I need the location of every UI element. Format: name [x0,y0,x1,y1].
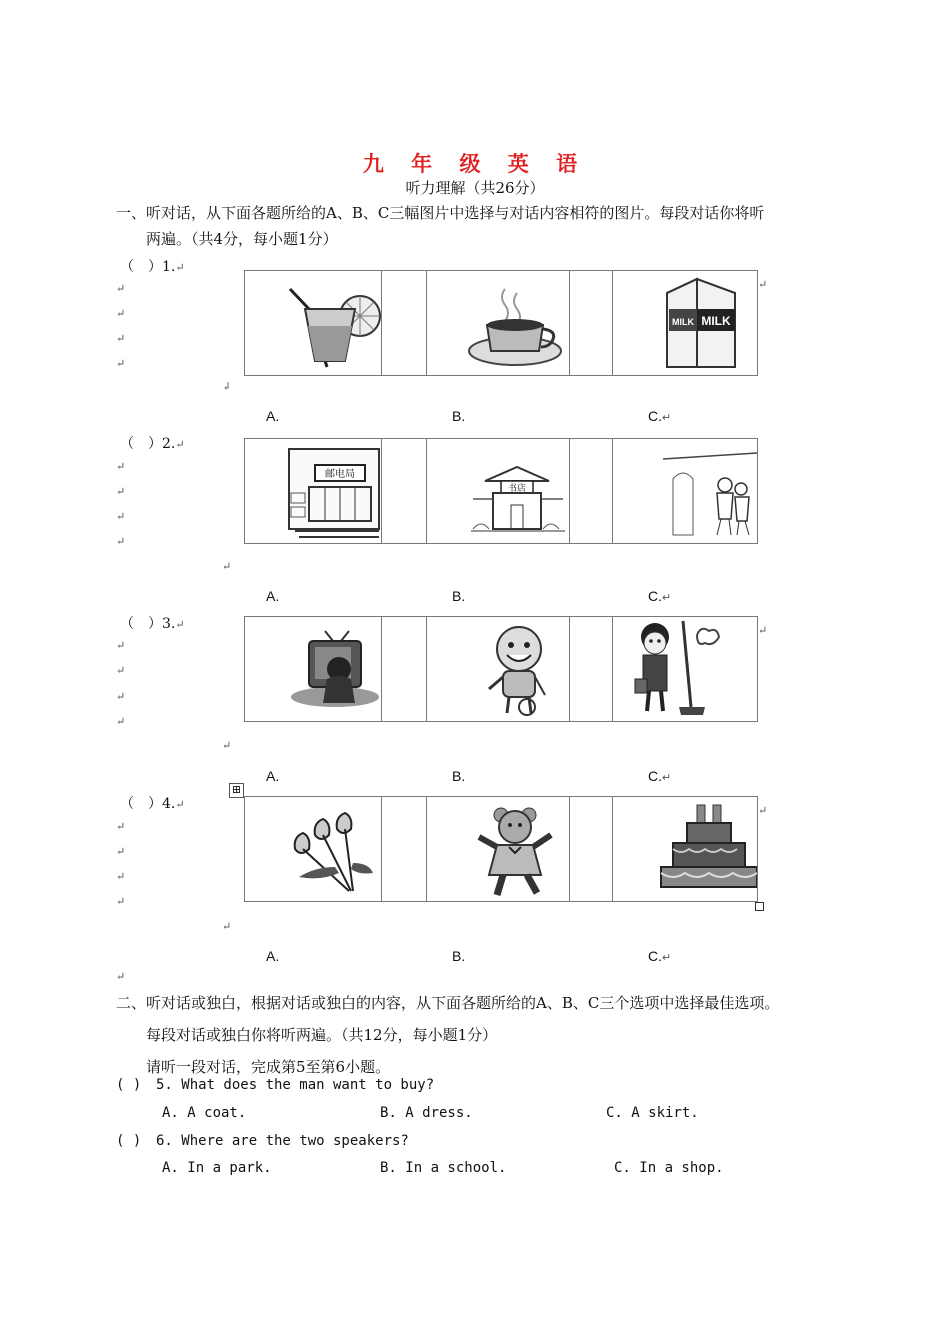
question-6-bracket[interactable]: ( ) [116,1133,142,1149]
return-mark: ↵ [116,664,126,677]
option-label-a: A. [266,408,280,424]
post-office-icon [245,439,381,543]
question-2-label: （ ）2.↵ [120,436,185,452]
table-gap [382,617,427,721]
part1-instruction-line2: 两遍。（共4分，每小题1分） [146,230,338,248]
option-label-c: C.↵ [648,408,672,424]
part1-instruction-line1: 一、听对话，从下面各题所给的A、B、C三幅图片中选择与对话内容相符的图片。每段对话你将听 [116,204,765,222]
picture-option-b[interactable] [427,271,570,375]
return-mark: ↵ [116,970,126,983]
option-label-b: B. [452,768,466,784]
return-mark: ↵ [116,282,126,295]
question-6-option-b[interactable]: B. In a school. [380,1160,507,1176]
return-mark: ↵ [116,510,126,523]
birthday-cake-icon [613,797,757,901]
return-mark: ↵ [116,332,126,345]
return-mark: ↵ [116,307,126,320]
return-mark: ↵ [222,560,232,573]
milk-carton-icon [613,271,757,375]
option-label-a: A. [266,768,280,784]
return-mark: ↵ [222,920,232,933]
juice-glass-icon [245,271,381,375]
option-label-b: B. [452,588,466,604]
table-gap [382,797,427,901]
flowers-icon [245,797,381,901]
option-label-c: C.↵ [648,588,672,604]
watching-tv-icon [245,617,381,721]
question-6-text: 6. Where are the two speakers? [156,1133,409,1149]
question-5-option-b[interactable]: B. A dress. [380,1105,473,1121]
svg-text:MILK: MILK [672,317,694,327]
page-title: 九 年 级 英 语 [362,151,588,176]
svg-text:MILK: MILK [701,314,731,328]
return-mark: ↵ [116,895,126,908]
part2-instruction-line2: 每段对话或独白你将听两遍。（共12分，每小题1分） [146,1026,498,1044]
picture-option-c[interactable] [613,271,757,375]
option-label-c: C.↵ [648,768,672,784]
table-gap [570,271,613,375]
part2-intro: 请听一段对话，完成第5至第6小题。 [146,1058,391,1076]
question-6-option-c[interactable]: C. In a shop. [614,1160,724,1176]
picture-option-a[interactable] [245,617,382,721]
return-mark: ↵ [116,845,126,858]
picture-table-q2 [244,438,758,544]
return-mark: ↵ [116,535,126,548]
playing-badminton-icon [427,617,569,721]
picture-table-q4 [244,796,758,902]
option-label-b: B. [452,408,466,424]
teddy-bear-icon [427,797,569,901]
return-mark: ↵ [116,690,126,703]
option-label-a: A. [266,588,280,604]
coffee-cup-icon [427,271,569,375]
svg-text:邮电局: 邮电局 [325,469,355,480]
table-gap [382,271,427,375]
return-mark: ↵ [758,804,768,817]
question-1-label: （ ）1.↵ [120,259,185,275]
table-gap [570,617,613,721]
return-mark: ↵ [116,715,126,728]
section-subtitle: 听力理解（共26分） [405,179,545,197]
return-mark: ↵ [116,820,126,833]
picture-option-b[interactable] [427,617,570,721]
picture-table-q1 [244,270,758,376]
picture-option-c[interactable] [613,617,757,721]
picture-option-b[interactable] [427,797,570,901]
picture-option-a[interactable] [245,271,382,375]
picture-option-b[interactable] [427,439,570,543]
street-scene-icon [613,439,757,543]
table-gap [570,797,613,901]
table-move-handle-icon[interactable]: ⊞ [229,783,244,798]
option-label-a: A. [266,948,280,964]
question-5-text: 5. What does the man want to buy? [156,1077,435,1093]
question-4-label: （ ）4.↵ [120,796,185,812]
svg-text:书店: 书店 [507,484,527,494]
picture-option-a[interactable] [245,797,382,901]
return-mark: ↵ [116,485,126,498]
return-mark: ↵ [758,624,768,637]
return-mark: ↵ [116,357,126,370]
return-mark: ↵ [758,278,768,291]
bookstore-icon [427,439,569,543]
picture-table-q3 [244,616,758,722]
question-5-option-a[interactable]: A. A coat. [162,1105,247,1121]
picture-option-a[interactable] [245,439,382,543]
picture-option-c[interactable] [613,797,757,901]
picture-option-c[interactable] [613,439,757,543]
question-6-option-a[interactable]: A. In a park. [162,1160,272,1176]
option-label-b: B. [452,948,466,964]
return-mark: ↵ [116,639,126,652]
table-gap [570,439,613,543]
return-mark: ↵ [116,460,126,473]
part2-instruction-line1: 二、听对话或独白，根据对话或独白的内容，从下面各题所给的A、B、C三个选项中选择最佳选项。 [116,994,780,1012]
question-5-option-c[interactable]: C. A skirt. [606,1105,699,1121]
return-mark: ↵ [222,739,232,752]
question-5-bracket[interactable]: ( ) [116,1077,142,1093]
return-mark: ↵ [116,870,126,883]
question-3-label: （ ）3.↵ [120,616,185,632]
return-mark: ↲ [222,380,232,393]
table-resize-handle-icon[interactable] [755,902,764,911]
cleaning-icon [613,617,757,721]
option-label-c: C.↵ [648,948,672,964]
table-gap [382,439,427,543]
